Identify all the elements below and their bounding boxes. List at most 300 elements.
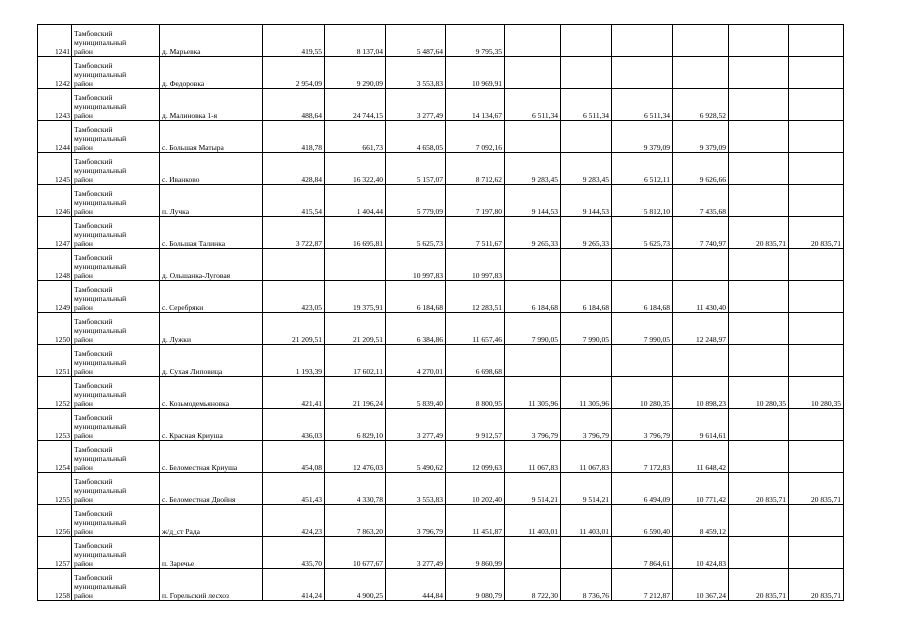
value-cell [673, 345, 729, 377]
value-cell: 5 490,62 [386, 441, 446, 473]
value-cell: 9 514,21 [505, 473, 561, 505]
value-cell: 7 864,61 [612, 537, 673, 569]
district-label-line: район [74, 271, 93, 280]
value-cell: 9 379,09 [612, 121, 673, 153]
value-cell: 7 435,68 [673, 185, 729, 217]
district-label-line: Тамбовский [74, 253, 113, 262]
district-label-line: район [74, 463, 93, 472]
value-cell [789, 185, 844, 217]
value-cell: 9 283,45 [561, 153, 612, 185]
value-cell: 6 184,68 [561, 281, 612, 313]
district-label-line: район [74, 367, 93, 376]
value-cell: 12 248,97 [673, 313, 729, 345]
settlement-cell: п. Заречье [160, 537, 263, 569]
district-label-line: район [74, 591, 93, 600]
district-label-line: район [74, 335, 93, 344]
value-cell [729, 281, 789, 313]
value-cell: 10 997,83 [446, 249, 505, 281]
district-cell [72, 153, 160, 185]
value-cell: 10 280,35 [729, 377, 789, 409]
district-label-line: муниципальный [74, 70, 127, 79]
value-cell: 7 511,67 [446, 217, 505, 249]
table-row [38, 377, 844, 409]
value-cell: 3 796,79 [505, 409, 561, 441]
value-cell: 6 511,34 [612, 89, 673, 121]
table-row [38, 249, 844, 281]
table-row [38, 313, 844, 345]
value-cell [789, 249, 844, 281]
value-cell [729, 505, 789, 537]
value-cell [561, 121, 612, 153]
value-cell [505, 345, 561, 377]
value-cell: 3 553,83 [386, 57, 446, 89]
value-cell: 6 511,34 [505, 89, 561, 121]
value-cell: 6 511,34 [561, 89, 612, 121]
district-cell [72, 281, 160, 313]
value-cell: 9 265,33 [561, 217, 612, 249]
district-label-line: район [74, 399, 93, 408]
row-number-cell: 1242 [38, 57, 72, 89]
value-cell [612, 345, 673, 377]
value-cell: 3 796,79 [612, 409, 673, 441]
value-cell: 11 403,01 [505, 505, 561, 537]
value-cell: 444,84 [386, 569, 446, 601]
district-label-line: район [74, 559, 93, 568]
value-cell: 9 912,57 [446, 409, 505, 441]
district-label-line: Тамбовский [74, 285, 113, 294]
district-cell [72, 377, 160, 409]
value-cell [561, 537, 612, 569]
settlement-cell: д. Федоровка [160, 57, 263, 89]
district-label-line: район [74, 111, 93, 120]
value-cell: 3 796,79 [386, 505, 446, 537]
district-cell [72, 313, 160, 345]
district-label-line: район [74, 47, 93, 56]
value-cell [789, 409, 844, 441]
settlement-cell: с. Красная Криуша [160, 409, 263, 441]
value-cell: 11 648,42 [673, 441, 729, 473]
value-cell [673, 57, 729, 89]
district-label-line: Тамбовский [74, 573, 113, 582]
value-cell: 7 990,05 [612, 313, 673, 345]
table-row [38, 505, 844, 537]
value-cell: 6 698,68 [446, 345, 505, 377]
value-cell [789, 505, 844, 537]
value-cell: 5 487,64 [386, 25, 446, 57]
district-label-line: муниципальный [74, 166, 127, 175]
value-cell [729, 25, 789, 57]
value-cell: 10 202,40 [446, 473, 505, 505]
value-cell: 3 796,79 [561, 409, 612, 441]
value-cell: 20 835,71 [789, 569, 844, 601]
district-label-line: район [74, 527, 93, 536]
district-label-line: муниципальный [74, 198, 127, 207]
value-cell: 6 184,68 [386, 281, 446, 313]
value-cell: 10 367,24 [673, 569, 729, 601]
value-cell: 3 553,83 [386, 473, 446, 505]
value-cell: 16 322,40 [325, 153, 386, 185]
value-cell [505, 537, 561, 569]
district-label-line: Тамбовский [74, 221, 113, 230]
row-number-cell: 1255 [38, 473, 72, 505]
settlement-cell: с. Иванково [160, 153, 263, 185]
table-row [38, 185, 844, 217]
settlement-cell: д. Ольшанка-Луговая [160, 249, 263, 281]
value-cell: 21 209,51 [263, 313, 325, 345]
value-cell [729, 441, 789, 473]
row-number-cell: 1244 [38, 121, 72, 153]
value-cell [729, 345, 789, 377]
value-cell: 5 779,09 [386, 185, 446, 217]
district-label-line: Тамбовский [74, 381, 113, 390]
value-cell: 20 835,71 [789, 217, 844, 249]
value-cell [789, 57, 844, 89]
table-row [38, 345, 844, 377]
value-cell: 6 829,10 [325, 409, 386, 441]
value-cell: 7 863,20 [325, 505, 386, 537]
value-cell: 6 184,68 [612, 281, 673, 313]
district-label-line: район [74, 207, 93, 216]
settlement-cell: с. Козьмодемьяновка [160, 377, 263, 409]
row-number-cell: 1243 [38, 89, 72, 121]
value-cell [729, 153, 789, 185]
row-number-cell: 1246 [38, 185, 72, 217]
value-cell: 8 722,30 [505, 569, 561, 601]
table-row [38, 153, 844, 185]
value-cell: 7 990,05 [505, 313, 561, 345]
row-number-cell: 1254 [38, 441, 72, 473]
district-label-line: Тамбовский [74, 445, 113, 454]
district-cell [72, 473, 160, 505]
district-label-line: муниципальный [74, 358, 127, 367]
value-cell: 2 954,09 [263, 57, 325, 89]
district-label-line: Тамбовский [74, 317, 113, 326]
value-cell: 9 514,21 [561, 473, 612, 505]
row-number-cell: 1251 [38, 345, 72, 377]
value-cell: 419,55 [263, 25, 325, 57]
value-cell: 418,78 [263, 121, 325, 153]
value-cell: 11 305,96 [561, 377, 612, 409]
value-cell: 6 512,11 [612, 153, 673, 185]
value-cell: 436,03 [263, 409, 325, 441]
value-cell: 8 459,12 [673, 505, 729, 537]
table-row [38, 25, 844, 57]
district-cell [72, 441, 160, 473]
district-label-line: муниципальный [74, 38, 127, 47]
settlement-cell: с. Беломестная Двойня [160, 473, 263, 505]
value-cell: 6 590,40 [612, 505, 673, 537]
settlement-cell: с. Большая Матыра [160, 121, 263, 153]
value-cell [729, 121, 789, 153]
value-cell: 11 067,83 [561, 441, 612, 473]
value-cell [789, 121, 844, 153]
district-cell [72, 409, 160, 441]
value-cell: 9 080,79 [446, 569, 505, 601]
value-cell: 3 277,49 [386, 89, 446, 121]
settlement-cell: д. Марьевка [160, 25, 263, 57]
value-cell: 7 212,87 [612, 569, 673, 601]
value-cell: 21 196,24 [325, 377, 386, 409]
value-cell: 9 144,53 [505, 185, 561, 217]
value-cell: 9 290,09 [325, 57, 386, 89]
value-cell: 10 677,67 [325, 537, 386, 569]
value-cell: 5 839,40 [386, 377, 446, 409]
table-row [38, 569, 844, 601]
district-label-line: район [74, 175, 93, 184]
value-cell: 20 835,71 [729, 569, 789, 601]
district-label-line: район [74, 79, 93, 88]
value-cell: 10 424,83 [673, 537, 729, 569]
value-cell [729, 537, 789, 569]
table-row [38, 473, 844, 505]
value-cell: 12 099,63 [446, 441, 505, 473]
value-cell: 9 795,35 [446, 25, 505, 57]
value-cell: 11 067,83 [505, 441, 561, 473]
value-cell: 24 744,15 [325, 89, 386, 121]
value-cell: 17 602,11 [325, 345, 386, 377]
value-cell: 5 812,10 [612, 185, 673, 217]
value-cell [789, 89, 844, 121]
table-row [38, 121, 844, 153]
settlement-cell: д. Малиновка 1-я [160, 89, 263, 121]
district-label-line: Тамбовский [74, 477, 113, 486]
table-row [38, 409, 844, 441]
value-cell [505, 121, 561, 153]
value-cell: 488,64 [263, 89, 325, 121]
district-label-line: муниципальный [74, 550, 127, 559]
value-cell [789, 345, 844, 377]
value-cell: 10 280,35 [612, 377, 673, 409]
value-cell: 9 144,53 [561, 185, 612, 217]
value-cell: 415,54 [263, 185, 325, 217]
district-label-line: муниципальный [74, 422, 127, 431]
value-cell: 10 771,42 [673, 473, 729, 505]
data-table [37, 24, 844, 601]
value-cell: 423,05 [263, 281, 325, 313]
value-cell: 7 197,80 [446, 185, 505, 217]
value-cell [561, 25, 612, 57]
value-cell: 14 134,67 [446, 89, 505, 121]
district-cell [72, 217, 160, 249]
district-label-line: муниципальный [74, 326, 127, 335]
row-number-cell: 1256 [38, 505, 72, 537]
row-number-cell: 1257 [38, 537, 72, 569]
value-cell: 5 625,73 [386, 217, 446, 249]
district-cell [72, 537, 160, 569]
value-cell [789, 441, 844, 473]
settlement-cell: п. Горельский лесхоз [160, 569, 263, 601]
district-label-line: муниципальный [74, 518, 127, 527]
district-label-line: Тамбовский [74, 189, 113, 198]
district-label-line: район [74, 431, 93, 440]
district-label-line: Тамбовский [74, 93, 113, 102]
value-cell: 11 403,01 [561, 505, 612, 537]
row-number-cell: 1258 [38, 569, 72, 601]
value-cell: 9 614,61 [673, 409, 729, 441]
value-cell: 20 835,71 [729, 217, 789, 249]
value-cell: 424,23 [263, 505, 325, 537]
district-label-line: муниципальный [74, 582, 127, 591]
value-cell [561, 249, 612, 281]
row-number-cell: 1250 [38, 313, 72, 345]
value-cell: 9 283,45 [505, 153, 561, 185]
value-cell: 10 898,23 [673, 377, 729, 409]
value-cell: 451,43 [263, 473, 325, 505]
value-cell: 9 265,33 [505, 217, 561, 249]
district-label-line: Тамбовский [74, 29, 113, 38]
value-cell: 11 305,96 [505, 377, 561, 409]
value-cell [673, 25, 729, 57]
district-label-line: муниципальный [74, 486, 127, 495]
value-cell: 8 712,62 [446, 153, 505, 185]
value-cell [729, 57, 789, 89]
value-cell [505, 249, 561, 281]
value-cell: 6 384,86 [386, 313, 446, 345]
settlement-cell: с. Беломестная Криуша [160, 441, 263, 473]
table-row [38, 281, 844, 313]
value-cell [505, 25, 561, 57]
district-cell [72, 185, 160, 217]
settlement-cell: д. Лужки [160, 313, 263, 345]
row-number-cell: 1247 [38, 217, 72, 249]
district-cell [72, 505, 160, 537]
district-label-line: муниципальный [74, 262, 127, 271]
table-row [38, 89, 844, 121]
value-cell: 5 157,07 [386, 153, 446, 185]
value-cell: 21 209,51 [325, 313, 386, 345]
district-label-line: муниципальный [74, 230, 127, 239]
value-cell: 20 835,71 [789, 473, 844, 505]
value-cell: 19 375,91 [325, 281, 386, 313]
value-cell: 4 330,78 [325, 473, 386, 505]
district-label-line: район [74, 239, 93, 248]
settlement-cell: с. Большая Талинка [160, 217, 263, 249]
value-cell: 10 997,83 [386, 249, 446, 281]
table-row [38, 217, 844, 249]
district-label-line: Тамбовский [74, 349, 113, 358]
value-cell: 7 740,97 [673, 217, 729, 249]
settlement-cell: с. Серебряки [160, 281, 263, 313]
value-cell: 9 379,09 [673, 121, 729, 153]
value-cell [612, 57, 673, 89]
value-cell: 7 990,05 [561, 313, 612, 345]
district-cell [72, 345, 160, 377]
district-label-line: муниципальный [74, 390, 127, 399]
value-cell: 3 722,87 [263, 217, 325, 249]
district-label-line: Тамбовский [74, 157, 113, 166]
value-cell [612, 249, 673, 281]
value-cell: 7 092,16 [446, 121, 505, 153]
district-cell [72, 57, 160, 89]
settlement-cell: д. Сухая Липовица [160, 345, 263, 377]
row-number-cell: 1241 [38, 25, 72, 57]
value-cell: 6 928,52 [673, 89, 729, 121]
settlement-cell: ж/д_ст Рада [160, 505, 263, 537]
value-cell: 11 451,87 [446, 505, 505, 537]
value-cell: 10 280,35 [789, 377, 844, 409]
district-cell [72, 121, 160, 153]
row-number-cell: 1252 [38, 377, 72, 409]
value-cell: 454,08 [263, 441, 325, 473]
value-cell [789, 537, 844, 569]
value-cell: 5 625,73 [612, 217, 673, 249]
value-cell [789, 153, 844, 185]
district-label-line: Тамбовский [74, 61, 113, 70]
value-cell: 435,70 [263, 537, 325, 569]
value-cell: 11 657,46 [446, 313, 505, 345]
district-label-line: Тамбовский [74, 541, 113, 550]
district-label-line: Тамбовский [74, 125, 113, 134]
value-cell: 414,24 [263, 569, 325, 601]
value-cell: 4 658,05 [386, 121, 446, 153]
district-cell [72, 569, 160, 601]
row-number-cell: 1245 [38, 153, 72, 185]
value-cell: 9 626,66 [673, 153, 729, 185]
value-cell [325, 249, 386, 281]
value-cell [729, 313, 789, 345]
value-cell: 10 969,91 [446, 57, 505, 89]
district-label-line: муниципальный [74, 102, 127, 111]
value-cell: 7 172,83 [612, 441, 673, 473]
table-row [38, 441, 844, 473]
value-cell: 661,73 [325, 121, 386, 153]
district-label-line: район [74, 143, 93, 152]
value-cell [729, 185, 789, 217]
value-cell: 4 270,01 [386, 345, 446, 377]
value-cell: 8 736,76 [561, 569, 612, 601]
value-cell [729, 249, 789, 281]
value-cell: 6 184,68 [505, 281, 561, 313]
value-cell: 20 835,71 [729, 473, 789, 505]
value-cell [561, 345, 612, 377]
value-cell: 11 430,40 [673, 281, 729, 313]
value-cell [789, 25, 844, 57]
value-cell [729, 409, 789, 441]
row-number-cell: 1253 [38, 409, 72, 441]
value-cell: 3 277,49 [386, 409, 446, 441]
district-cell [72, 89, 160, 121]
district-label-line: Тамбовский [74, 413, 113, 422]
value-cell [612, 25, 673, 57]
value-cell: 16 695,81 [325, 217, 386, 249]
value-cell: 4 900,25 [325, 569, 386, 601]
value-cell: 12 476,03 [325, 441, 386, 473]
value-cell [673, 249, 729, 281]
value-cell: 9 860,99 [446, 537, 505, 569]
value-cell [263, 249, 325, 281]
district-cell [72, 249, 160, 281]
district-cell [72, 25, 160, 57]
value-cell: 421,41 [263, 377, 325, 409]
value-cell: 8 800,95 [446, 377, 505, 409]
value-cell: 6 494,09 [612, 473, 673, 505]
district-label-line: муниципальный [74, 454, 127, 463]
value-cell: 1 193,39 [263, 345, 325, 377]
row-number-cell: 1248 [38, 249, 72, 281]
value-cell [789, 313, 844, 345]
table-row [38, 537, 844, 569]
district-label-line: район [74, 303, 93, 312]
value-cell: 12 283,51 [446, 281, 505, 313]
value-cell [505, 57, 561, 89]
value-cell [561, 57, 612, 89]
district-label-line: муниципальный [74, 294, 127, 303]
row-number-cell: 1249 [38, 281, 72, 313]
value-cell [789, 281, 844, 313]
district-label-line: район [74, 495, 93, 504]
district-label-line: Тамбовский [74, 509, 113, 518]
settlement-cell: п. Лучка [160, 185, 263, 217]
